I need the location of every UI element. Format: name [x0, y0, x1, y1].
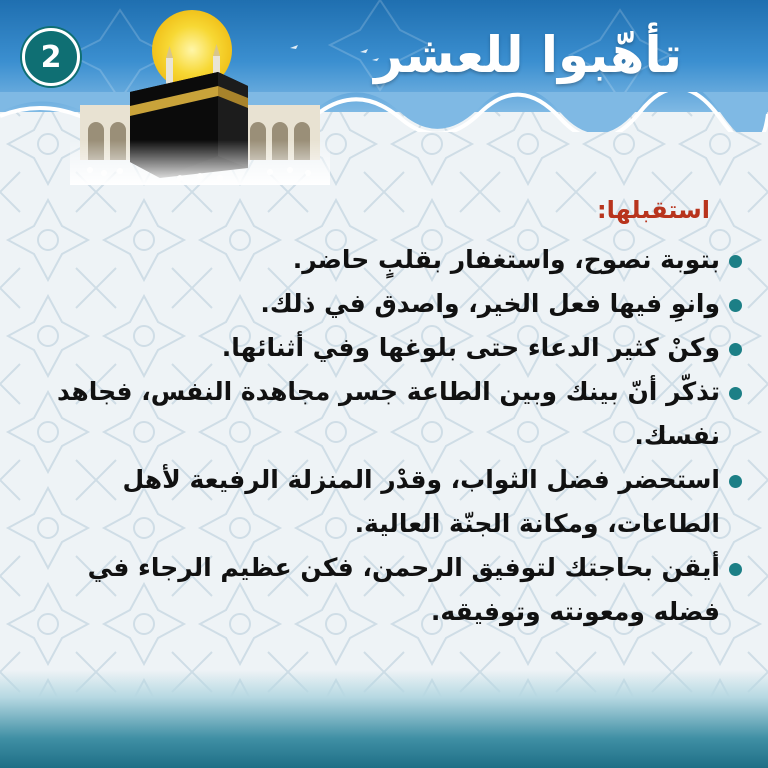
teal-dot-icon — [729, 343, 742, 356]
teal-dot-icon — [729, 387, 742, 400]
section-number-badge: 2 — [22, 28, 80, 86]
list-item — [30, 282, 742, 326]
list-item-text: وكنْ كثير الدعاء حتى بلوغها وفي أثنائها. — [221, 333, 720, 362]
teal-dot-icon — [729, 563, 742, 576]
list-item-text: استحضر فضل الثواب، وقدْر المنزلة الرفيعة لأهل الطاعات، ومكانة الجنّة العالية. — [122, 465, 720, 538]
list-item-text: بتوبة نصوح، واستغفار بقلبٍ حاضر. — [292, 245, 720, 274]
list-item — [30, 546, 742, 634]
section-heading — [597, 196, 710, 224]
list-item-text: وانوِ فيها فعل الخير، واصدق في ذلك. — [260, 289, 720, 318]
footer-band — [0, 670, 768, 768]
list-item — [30, 238, 742, 282]
teal-dot-icon — [729, 475, 742, 488]
bullet-list — [30, 238, 742, 634]
section-heading-text: استقبلها: — [597, 196, 710, 224]
teal-dot-icon — [729, 255, 742, 268]
list-item — [30, 326, 742, 370]
list-item — [30, 370, 742, 458]
list-item-text: أيقن بحاجتك لتوفيق الرحمن، فكن عظيم الرجاء في فضله ومعونته وتوفيقه. — [87, 553, 720, 626]
teal-dot-icon — [729, 299, 742, 312]
list-item — [30, 458, 742, 546]
list-item-text: تذكّر أنّ بينك وبين الطاعة جسر مجاهدة النفس، فجاهد نفسك. — [56, 377, 720, 450]
page-title: تأهّبوا للعشر — [374, 26, 682, 84]
kaaba-illustration — [70, 10, 330, 185]
